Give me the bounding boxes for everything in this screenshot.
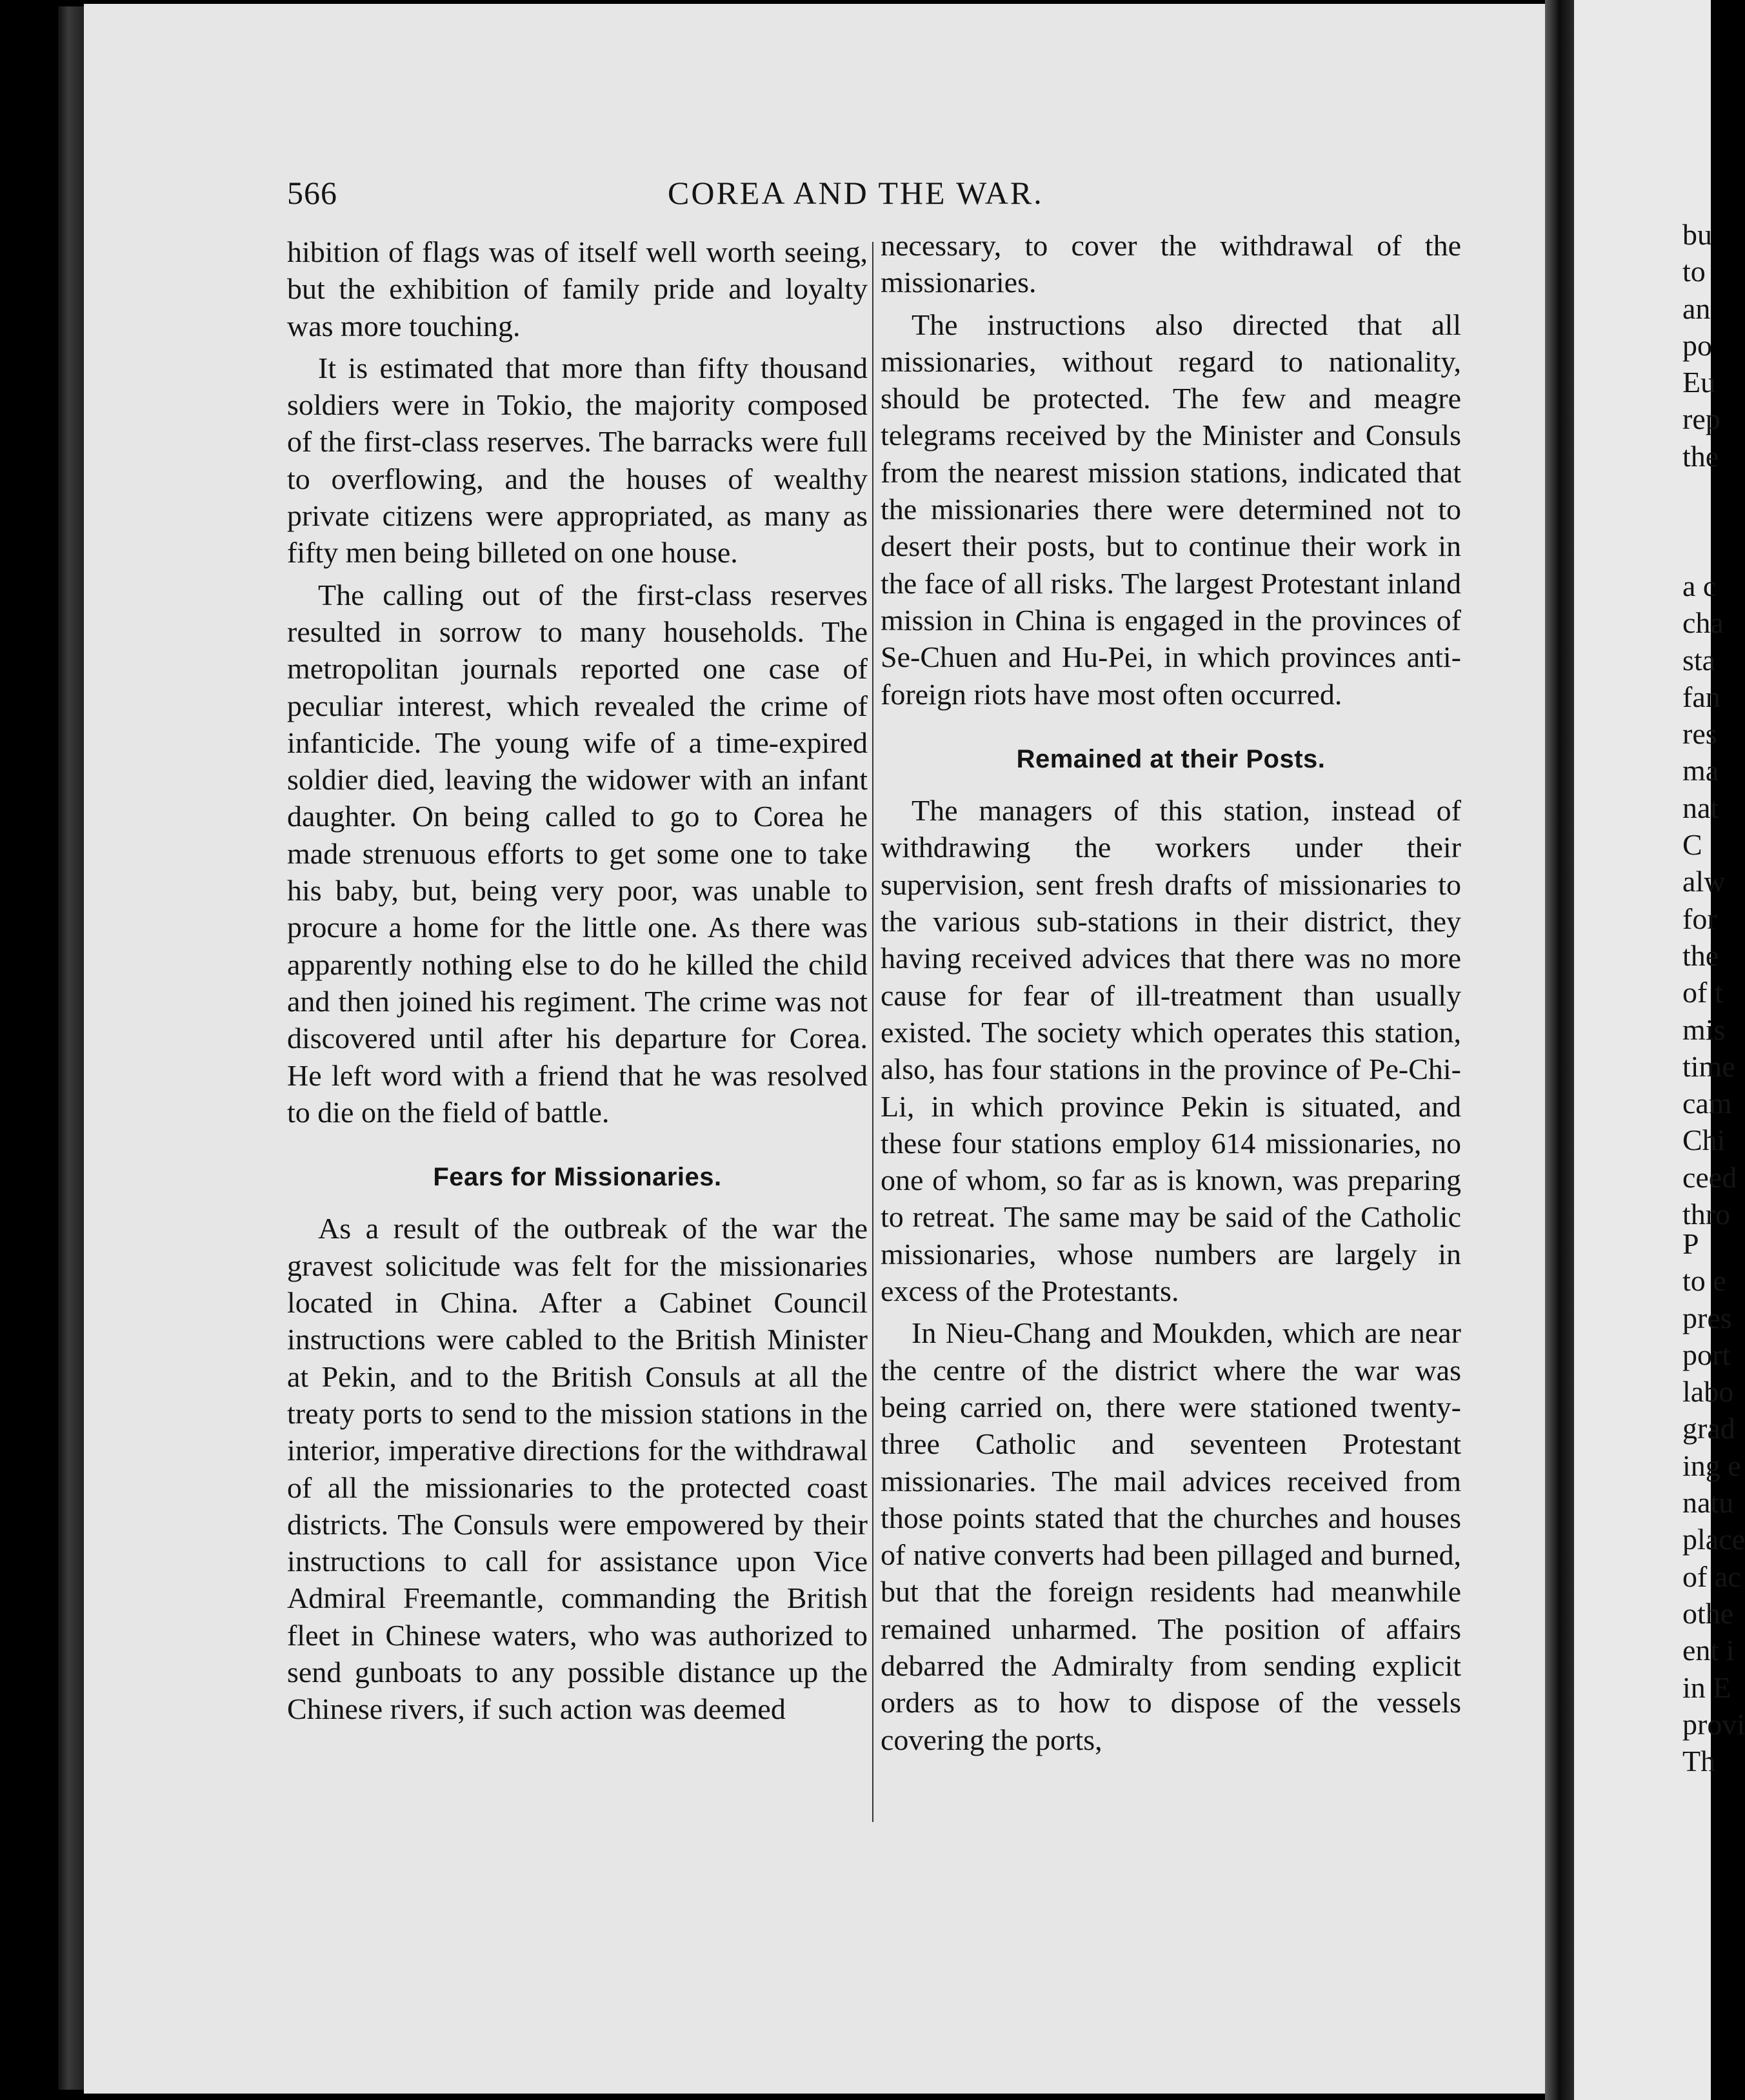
fragment-line: of ac <box>1682 1560 1741 1593</box>
fragment-line: mis <box>1682 1013 1726 1046</box>
book-edge <box>58 6 84 2090</box>
fragment-block-middle <box>1682 568 1737 1233</box>
fragment-line: cha <box>1682 606 1724 640</box>
fragment-line: ma <box>1682 754 1719 788</box>
fragment-line: natu <box>1682 1486 1734 1520</box>
fragment-line: an <box>1682 292 1711 325</box>
fragment-line: sta <box>1682 643 1716 677</box>
fragment-line: the <box>1682 439 1719 473</box>
fragment-line: res <box>1682 717 1717 751</box>
fragment-line: provi <box>1682 1707 1745 1741</box>
paragraph: The managers of this station, instead of withdrawing the workers under their supervision, sent fresh drafts of missionaries to the various sub-stations in their district, they having received advices that there was no more cause for fear of ill-treatment than usually existed. The society which operates this station, also, has four stations in the province of Pe-Chi-Li, in which province Pekin is situated, and these four stations employ 614 missionaries, no one of whom, so far as is known, was preparing to retreat. The same may be said of the Catholic missionaries, whose numbers are largely in excess of the Protestants. <box>881 794 1461 1308</box>
fragment-line: fan <box>1682 680 1720 713</box>
fragment-line: po <box>1682 328 1712 362</box>
fragment-line: Eu <box>1682 366 1716 399</box>
fragment-block-bottom <box>1682 1225 1745 1779</box>
fragment-line: labo <box>1682 1375 1734 1409</box>
fragment-line: for <box>1682 902 1717 935</box>
fragment-line: to e <box>1682 1264 1726 1298</box>
fragment-line: the <box>1682 938 1719 972</box>
paragraph: necessary, to cover the withdrawal of the missionaries. <box>881 229 1461 299</box>
fragment-block-top <box>1682 216 1720 475</box>
page-number: 566 <box>287 175 337 211</box>
fragment-line: othe <box>1682 1596 1734 1630</box>
fragment-line: nat <box>1682 791 1719 824</box>
paragraph: As a result of the outbreak of the war the gravest solicitude was felt for the missionaries located in China. After a Cabinet Council instructions were cabled to the British Minister at Pekin, and to the British Consuls at all the treaty ports to send to the mission stations in the interior, imperative directions for the withdrawal of all the missionaries to the protected coast districts. The Consuls were empowered by their instructions to call for assistance upon Vice Admiral Freemantle, commanding the British fleet in Chinese waters, who was authorized to send gunboats to any possible distance up the Chinese rivers, if such action was deemed <box>287 1212 868 1726</box>
paragraph: It is estimated that more than fifty thousand soldiers were in Tokio, the majority composed of the first-class reserves. The barracks were full to overflowing, and the houses of wealthy private citizens were appropriated, as many as fifty men being billeted on one house. <box>287 351 868 570</box>
fragment-line: place <box>1682 1523 1745 1556</box>
fragment-line: ceed <box>1682 1160 1737 1194</box>
book-gutter <box>1545 0 1574 2100</box>
fragment-line: pres <box>1682 1301 1732 1334</box>
right-column <box>881 227 1461 1758</box>
fragment-line: to <box>1682 255 1706 288</box>
left-column <box>287 233 868 1728</box>
running-head <box>287 174 1481 219</box>
fragment-line: Chi <box>1682 1124 1726 1157</box>
fragment-line: a c <box>1682 570 1717 602</box>
fragment-line: bu <box>1682 218 1712 251</box>
column-divider <box>872 242 873 1822</box>
page-title: COREA AND THE WAR. <box>668 175 1044 211</box>
fragment-line: ent i <box>1682 1634 1735 1667</box>
fragment-line: Th <box>1682 1745 1716 1778</box>
fragment-line: C <box>1682 828 1702 862</box>
fragment-line: grad <box>1682 1412 1735 1445</box>
paragraph: In Nieu-Chang and Moukden, which are near the centre of the district where the war was being carried on, there were stationed twenty-three Catholic and seventeen Protestant missionaries. The mail advices received from those points stated that the churches and houses of native converts had been pillaged and burned, but that the foreign residents had meanwhile remained unharmed. The position of affairs debarred the Admiralty from sending explicit orders as to how to dispose of the vessels covering the ports, <box>881 1316 1461 1756</box>
fragment-line: rep <box>1682 402 1720 436</box>
paragraph: hibition of flags was of itself well worth seeing, but the exhibition of family pride and loyalty was more touching. <box>287 235 868 342</box>
fragment-line: alw <box>1682 865 1726 898</box>
fragment-line: cam <box>1682 1087 1732 1120</box>
fragment-line: of t <box>1682 976 1723 1009</box>
fragment-line: thro <box>1682 1198 1731 1231</box>
section-heading: Fears for Missionaries. <box>433 1163 722 1192</box>
fragment-line: in E <box>1682 1670 1731 1704</box>
paragraph: The instructions also directed that all missionaries, without regard to nationality, should be protected. The few and meagre telegrams received by the Minister and Consuls from the nearest mission stations, indicated that the missionaries there were determined not to desert their posts, but to continue their work in the face of all risks. The largest Protestant inland mission in China is engaged in the provinces of Se-Chuen and Hu-Pei, in which provinces anti-foreign riots have most often occurred. <box>881 308 1461 711</box>
paragraph: The calling out of the first-class reserves resulted in sorrow to many households. The metropolitan journals reported one case of peculiar interest, which revealed the crime of infanticide. The young wife of a time-expired soldier died, leaving the widower with an infant daughter. On being called to go to Corea he made strenuous efforts to get some one to take his baby, but, being very poor, was unable to procure a home for the little one. As there was apparently nothing else to do he killed the child and then joined his regiment. The crime was not discovered until after his departure for Corea. He left word with a friend that he was resolved to die on the field of battle. <box>287 578 868 1129</box>
fragment-line: P <box>1682 1227 1699 1260</box>
fragment-line: ing e <box>1682 1449 1741 1482</box>
facing-page-text <box>1682 216 1745 1867</box>
section-heading: Remained at their Posts. <box>1016 744 1326 773</box>
fragment-line: port <box>1682 1338 1731 1371</box>
fragment-line: time <box>1682 1049 1735 1083</box>
